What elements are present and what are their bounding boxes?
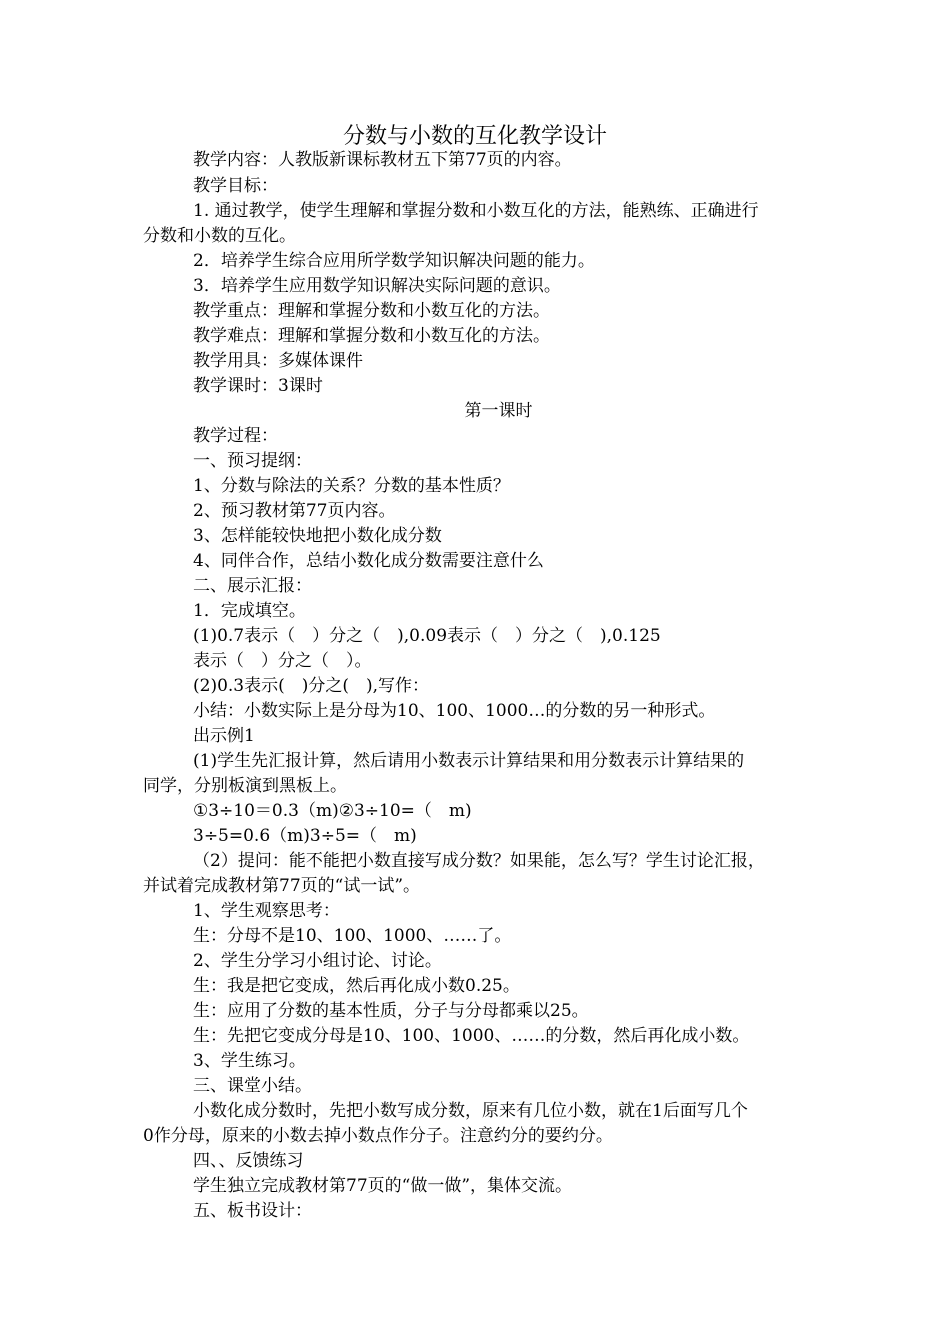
text-line: 四、、反馈练习 xyxy=(193,1151,304,1171)
text-line: 3÷5=0.6（m)3÷5=（ m) xyxy=(193,826,417,846)
text-line: 2．培养学生综合应用所学数学知识解决问题的能力。 xyxy=(193,251,595,271)
text-line: 同学，分别板演到黑板上。 xyxy=(143,776,347,796)
text-line: 0作分母，原来的小数去掉小数点作分子。注意约分的要约分。 xyxy=(143,1126,613,1146)
text-line: 并试着完成教材第77页的“试一试”。 xyxy=(143,876,421,896)
text-line: 小数化成分数时，先把小数写成分数，原来有几位小数，就在1后面写几个 xyxy=(193,1101,748,1121)
text-line: 二、展示汇报： xyxy=(193,576,312,596)
text-line: 1．完成填空。 xyxy=(193,601,306,621)
text-line: 三、课堂小结。 xyxy=(193,1076,312,1096)
text-line: (1)0.7表示（ ）分之（ ),0.09表示（ ）分之（ ),0.125 xyxy=(193,626,661,646)
text-line: 2、预习教材第77页内容。 xyxy=(193,501,396,521)
text-line: （2）提问：能不能把小数直接写成分数？如果能，怎么写？学生讨论汇报， xyxy=(193,851,765,871)
text-line: 教学过程： xyxy=(193,426,278,446)
text-line: (1)学生先汇报计算，然后请用小数表示计算结果和用分数表示计算结果的 xyxy=(193,751,745,771)
text-line: 1. 通过教学，使学生理解和掌握分数和小数互化的方法，能熟练、正确进行 xyxy=(193,201,759,221)
text-line: 教学重点：理解和掌握分数和小数互化的方法。 xyxy=(193,301,550,321)
text-line: 一、预习提纲： xyxy=(193,451,312,471)
text-line: 2、学生分学习小组讨论、讨论。 xyxy=(193,951,442,971)
text-line: 生：我是把它变成，然后再化成小数0.25。 xyxy=(193,976,520,996)
text-line: 学生独立完成教材第77页的“做一做”，集体交流。 xyxy=(193,1176,573,1196)
text-line: 教学用具：多媒体课件 xyxy=(193,351,363,371)
text-line: 教学目标： xyxy=(193,176,278,196)
text-line: 生：应用了分数的基本性质，分子与分母都乘以25。 xyxy=(193,1001,589,1021)
document-title: 分数与小数的互化教学设计 xyxy=(342,124,607,149)
text-line: 教学内容：人教版新课标教材五下第77页的内容。 xyxy=(193,150,572,170)
text-line: 生：分母不是10、100、1000、……了。 xyxy=(193,926,512,946)
text-line: 表示（ ）分之（ ）。 xyxy=(193,651,372,671)
text-line: 1、分数与除法的关系？分数的基本性质？ xyxy=(193,476,510,496)
text-line: 教学课时：3课时 xyxy=(193,376,323,396)
text-line: (2)0.3表示( )分之( ),写作： xyxy=(193,676,430,696)
text-line: 4、同伴合作，总结小数化成分数需要注意什么 xyxy=(193,551,544,571)
text-line: ①3÷10＝0.3（m)②3÷10=（ m) xyxy=(193,801,472,821)
text-line: 五、板书设计： xyxy=(193,1201,312,1221)
text-line: 教学难点：理解和掌握分数和小数互化的方法。 xyxy=(193,326,550,346)
text-line: 出示例1 xyxy=(193,726,255,746)
section-heading: 第一课时 xyxy=(464,401,533,421)
text-line: 分数和小数的互化。 xyxy=(143,226,296,246)
text-line: 小结：小数实际上是分母为10、100、1000…的分数的另一种形式。 xyxy=(193,701,716,721)
text-line: 生：先把它变成分母是10、100、1000、……的分数，然后再化成小数。 xyxy=(193,1026,750,1046)
text-line: 3．培养学生应用数学知识解决实际问题的意识。 xyxy=(193,276,561,296)
text-line: 3、怎样能较快地把小数化成分数 xyxy=(193,526,442,546)
text-line: 1、学生观察思考： xyxy=(193,901,340,921)
text-line: 3、学生练习。 xyxy=(193,1051,306,1071)
